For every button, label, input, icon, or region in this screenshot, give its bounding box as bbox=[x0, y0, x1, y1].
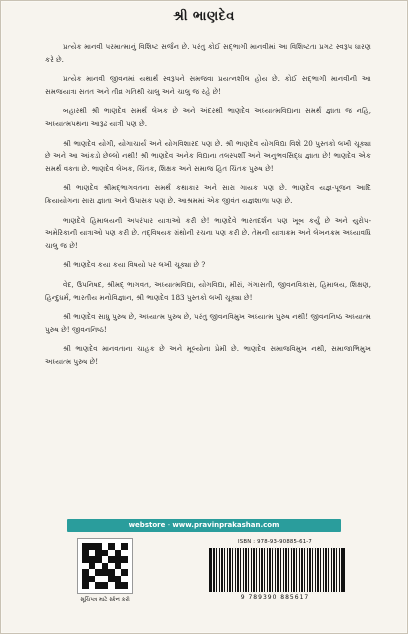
barcode-number: 9 789390 885617 bbox=[240, 594, 310, 601]
paragraph: બહારથી શ્રી ભાણદેવ સમર્થ લેખક છે અને અંદરથી ભાણદેવ અધ્યાત્મવિદ્યાના સમર્થ જ્ઞાતા જ નહિ, અધ્યાત્મપથના આરૂઢ યાત્રી પણ છે. bbox=[45, 106, 371, 128]
paragraph: શ્રી ભાણદેવ શ્રીમદ્‌ભાગવતના સમર્થ કથાકાર અને સારા ગાયક પણ છે. ભાણદેવ યજ્ઞ-પૂજન આદિ ક્રિયાયોગના સારા જ્ઞાતા અને ઉપાસક પણ છે. આશ્રમમાં એક જીવંત યજ્ઞશાળા પણ છે. bbox=[45, 183, 371, 205]
book-title: શ્રી ભાણદેવ bbox=[173, 9, 235, 24]
isbn-block bbox=[209, 538, 341, 601]
paragraph: ભાણદેવે હિમાલયની અપરંપાર યાત્રાઓ કરી છે! ભાણદેવે ભારતદર્શન પણ ખૂબ કર્યું છે અને યુરોપ-અમેરિકાની યાત્રાઓ પણ કરી છે. તદ્‌વિષયક ગ્રંથોની રચના પણ કરી છે. તેમની યાત્રાક્રમ અને લેખનક્રમ અધ્યાવધિ ચાલુ જ છે! bbox=[45, 215, 371, 250]
website-url: www.pravinprakashan.com bbox=[172, 521, 280, 529]
paragraph: શ્રી ભાણદેવ કયા કયા વિષયો પર લખી ચૂક્યા છે ? bbox=[63, 260, 206, 270]
website-prefix: webstore bbox=[128, 521, 166, 529]
back-cover-description bbox=[45, 41, 371, 375]
paragraph: વેદ, ઉપનિષદ, શ્રીમદ્‌ ભાગવત, અધ્યાત્મવિદ્યા, યોગવિદ્યા, મીરાં, ગંગાસતી, જીવનવિકાસ, હિમાલય, શિક્ષણ, હિન્દુધર્મ, ભારતીય મનોવિજ્ઞાન, શ્રી ભાણદેવ 183 પુસ્તકો લખી ચૂક્યા છે! bbox=[45, 279, 371, 302]
back-cover-footer bbox=[67, 519, 341, 619]
qr-code bbox=[77, 538, 133, 594]
qr-block bbox=[67, 538, 143, 604]
paragraph: શ્રી ભાણદેવ સાધુ પુરુષ છે, અધ્યાત્મ પુરુષ છે, પરંતુ જીવનવિમુખ અધ્યાત્મ પુરુષ નથી! જીવનનિષ્ઠ અધ્યાત્મ પુરુષ છે! જીવનનિષ્ઠ! bbox=[45, 312, 371, 334]
barcode bbox=[209, 548, 345, 592]
footer-codes-row bbox=[67, 538, 341, 604]
paragraph: શ્રી ભાણદેવ માનવતાના ચાહક છે અને મૂલ્યોના પ્રેમી છે. ભાણદેવ સમાજવિમુખ નથી, સમાજાભિમુખ અધ્યાત્મ પુરુષ છે! bbox=[45, 344, 371, 366]
qr-caption: સૂચિપત્ર માટે સ્કેન કરો bbox=[80, 597, 130, 603]
website-banner bbox=[67, 519, 341, 532]
paragraph: શ્રી ભાણદેવ યોગી, યોગાચાર્ય અને યોગવિશારદ પણ છે. શ્રી ભાણદેવ યોગવિદ્યા વિશે 20 પુસ્તકો લખી ચૂક્યા છે અને આ આંકડો છેલ્લો નથી! શ્રી ભાણદેવ અનેક વિદ્યાના તલસ્પર્શી અને અનુભવસિદ્ધ જ્ઞાતા છે! ભાણદેવ એક સમર્થ વક્તા છે. ભાણદેવ લેખક, ચિંતક, શિક્ષક અને સમાજ હિત ચિંતક પુરુષ છે! bbox=[45, 138, 371, 173]
isbn-text: ISBN : 978-93-90885-61-7 bbox=[238, 539, 312, 545]
paragraph: પ્રત્યેક માનવી પરમાત્માનું વિશિષ્ટ સર્જન છે. પરંતુ કોઈ સદ્‌ભાગી માનવીમાં આ વિશિષ્ટતા પ્રગટ સ્વરૂપ ધારણ કરે છે. bbox=[45, 42, 371, 64]
paragraph: પ્રત્યેક માનવી જીવનમાં યથાર્થ સ્વરૂપને સમજવા પ્રયત્નશીલ હોય છે. કોઈ સદ્‌ભાગી માનવીની આ સમજયાત્રા સતત અને તીવ્ર ગતિથી ચાલુ અને ચાલુ જ રહે છે! bbox=[45, 74, 371, 96]
website-separator: - bbox=[165, 521, 173, 529]
